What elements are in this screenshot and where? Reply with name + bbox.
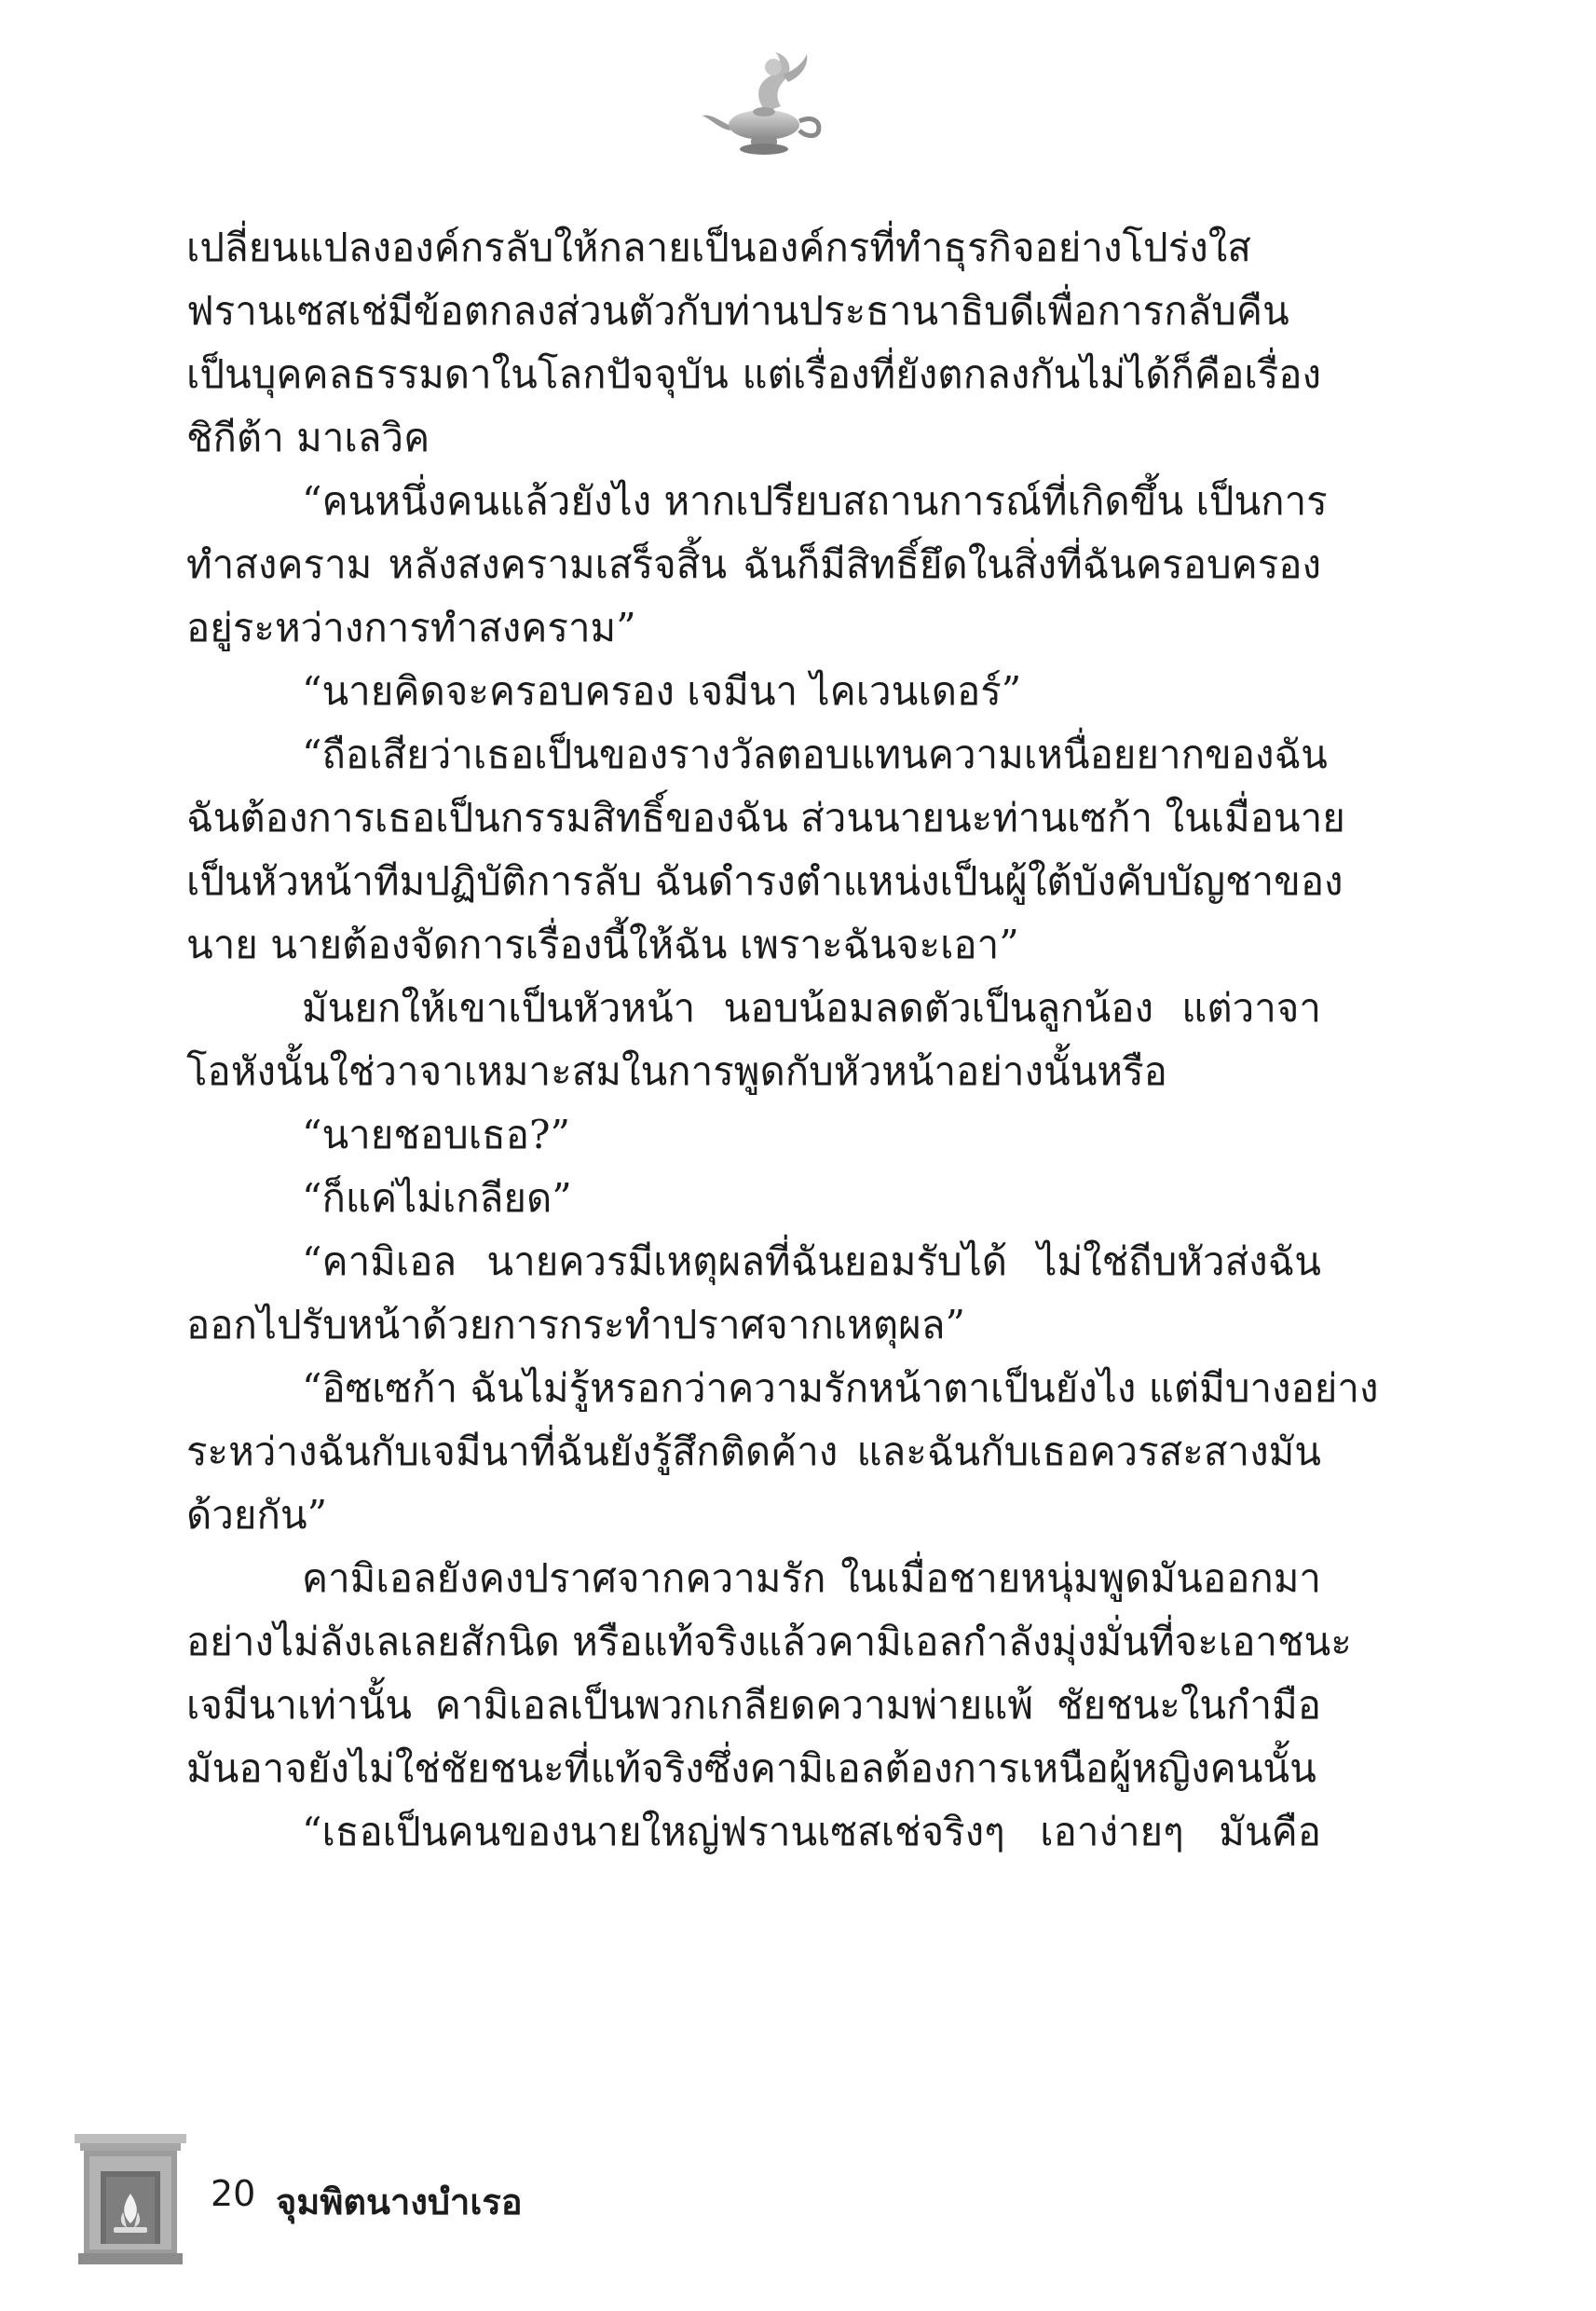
- text-line: ฉันต้องการเธอเป็นกรรมสิทธิ์ของฉัน ส่วนนายนะท่านเซก้า ในเมื่อนาย: [186, 795, 1345, 841]
- text-line: “คนหนึ่งคนแล้วยังไง หากเปรียบสถานการณ์ที่เกิดขึ้น เป็นการ: [302, 478, 1328, 524]
- text-line: คามิเอลยังคงปราศจากความรัก ในเมื่อชายหนุ่มพูดมันออกมา: [302, 1555, 1321, 1601]
- text-line: “เธอเป็นคนของนายใหญ่ฟรานเซสเช่จริงๆ เอาง่ายๆ มันคือ: [302, 1809, 1321, 1854]
- body-text: [186, 216, 1379, 1864]
- genie-lamp-icon: [689, 47, 839, 158]
- page-number: 20: [211, 2173, 256, 2214]
- text-line: นาย นายต้องจัดการเรื่องนี้ให้ฉัน เพราะฉันจะเอา”: [186, 922, 1019, 967]
- text-line: เป็นบุคคลธรรมดาในโลกปัจจุบัน แต่เรื่องที่ยังตกลงกันไม่ได้ก็คือเรื่อง: [186, 351, 1321, 397]
- text-line: เจมีนาเท่านั้น คามิเอลเป็นพวกเกลียดความพ่ายแพ้ ชัยชนะในกำมือ: [186, 1682, 1321, 1728]
- text-line: ฟรานเซสเช่มีข้อตกลงส่วนตัวกับท่านประธานาธิบดีเพื่อการกลับคืน: [186, 288, 1289, 334]
- book-title: จุมพิตนางบำเรอ: [276, 2181, 523, 2222]
- text-line: ระหว่างฉันกับเจมีนาที่ฉันยังรู้สึกติดค้าง และฉันกับเธอควรสะสางมัน: [186, 1429, 1321, 1474]
- text-line: “ก็แค่ไม่เกลียด”: [302, 1175, 572, 1221]
- text-line: “ถือเสียว่าเธอเป็นของรางวัลตอบแทนความเหนื่อยยากของฉัน: [302, 732, 1328, 777]
- text-line: “อิซเซก้า ฉันไม่รู้หรอกว่าความรักหน้าตาเป็นยังไง แต่มีบางอย่าง: [302, 1365, 1379, 1411]
- text-line: เปลี่ยนแปลงองค์กรลับให้กลายเป็นองค์กรที่ทำธุรกิจอย่างโปร่งใส: [186, 225, 1251, 270]
- text-line: “นายชอบเธอ?”: [302, 1112, 570, 1157]
- fireplace-icon: [75, 2134, 186, 2264]
- text-line: ด้วยกัน”: [186, 1492, 328, 1538]
- text-line: มันยกให้เขาเป็นหัวหน้า นอบน้อมลดตัวเป็นลูกน้อง แต่วาจา: [302, 985, 1321, 1031]
- text-line: ชิกีต้า มาเลวิค: [186, 415, 430, 460]
- text-line: เป็นหัวหน้าทีมปฏิบัติการลับ ฉันดำรงตำแหน่งเป็นผู้ใต้บังคับบัญชาของ: [186, 858, 1344, 904]
- text-line: ทำสงคราม หลังสงครามเสร็จสิ้น ฉันก็มีสิทธิ์ยึดในสิ่งที่ฉันครอบครอง: [186, 541, 1321, 587]
- text-line: อย่างไม่ลังเลเลยสักนิด หรือแท้จริงแล้วคามิเอลกำลังมุ่งมั่นที่จะเอาชนะ: [186, 1619, 1352, 1664]
- text-line: “คามิเอล นายควรมีเหตุผลที่ฉันยอมรับได้ ไม่ใช่ถีบหัวส่งฉัน: [302, 1238, 1321, 1284]
- text-line: โอหังนั้นใช่วาจาเหมาะสมในการพูดกับหัวหน้าอย่างนั้นหรือ: [186, 1048, 1167, 1094]
- text-line: อยู่ระหว่างการทำสงคราม”: [186, 605, 636, 650]
- text-line: “นายคิดจะครอบครอง เจมีนา ไคเวนเดอร์”: [302, 668, 1022, 714]
- text-line: ออกไปรับหน้าด้วยการกระทำปราศจากเหตุผล”: [186, 1302, 965, 1347]
- text-line: มันอาจยังไม่ใช่ชัยชนะที่แท้จริงซึ่งคามิเอลต้องการเหนือผู้หญิงคนนั้น: [186, 1745, 1316, 1791]
